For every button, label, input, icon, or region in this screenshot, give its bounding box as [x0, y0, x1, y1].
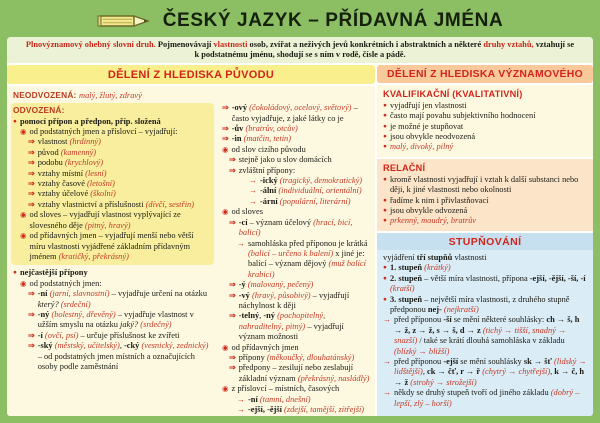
- double-arrow-icon: ⇒: [229, 311, 236, 321]
- line-text: Plnovýznamový ohebný slovní druh. Pojmenovávají vlastnosti osob, zvířat a neživých jevů konkrétních i abstraktních a některé druhy vztahů, vztahují se k podstatnému jménu, shodují se s ním v rodě, čísle a pádě.: [25, 40, 575, 60]
- line-text: -í (ovčí, psí) – určuje příslušnost ke zvířeti: [37, 330, 180, 340]
- origin-inner-columns: [13, 103, 370, 415]
- meaning-header: DĚLENÍ Z HLEDISKA VÝZNAMOVÉHO: [377, 65, 593, 83]
- content-sheet: [7, 37, 593, 416]
- circle-bullet-icon: ◉: [222, 144, 229, 154]
- text-line: [383, 142, 587, 152]
- origin-header: DĚLENÍ Z HLEDISKA PŮVODU: [7, 65, 375, 84]
- text-line: [28, 189, 211, 199]
- text-line: [237, 239, 370, 281]
- relacni-title: RELAČNÍ: [383, 162, 426, 173]
- line-text: od sloves: [231, 207, 263, 217]
- double-arrow-icon: ⇒: [28, 158, 35, 168]
- neodvozena-row: [13, 90, 370, 101]
- line-text: -telný, -ný (pochopitelný, nahraditelný, pitný) – vyjadřují význam možnosti: [238, 311, 344, 342]
- line-text: nejčastější přípony: [19, 268, 88, 278]
- text-line: [28, 341, 214, 372]
- bullet-icon: ●: [383, 217, 387, 225]
- line-text: -cí – význam účelový (hrací, bicí, balicí): [238, 217, 353, 238]
- text-line: [28, 200, 211, 210]
- bullet-icon: ●: [383, 207, 387, 215]
- text-line: [229, 353, 370, 363]
- arrow-icon: →: [237, 394, 245, 404]
- bullet-icon: ●: [383, 274, 387, 282]
- line-text: řadíme k nim i přivlastňovací: [389, 195, 489, 205]
- text-line: [20, 231, 211, 262]
- line-text: zvláštní přípony:: [238, 165, 296, 175]
- line-text: malý, divoký, pilný: [389, 142, 454, 152]
- text-line: [383, 263, 587, 273]
- line-text: od slov cizího původu: [231, 144, 306, 154]
- text-line: [383, 196, 587, 206]
- circle-bullet-icon: ◉: [222, 342, 229, 352]
- line-text: -ní (tamní, dnešní): [248, 394, 311, 404]
- text-line: [249, 176, 370, 186]
- bullet-icon: ●: [383, 175, 387, 183]
- arrow-icon: →: [383, 356, 391, 366]
- line-text: jsou obvykle neodvozená: [389, 132, 476, 142]
- line-text: stejně jako u slov domácích: [238, 155, 332, 165]
- line-text: přípony (měkoučký, dlouhatánský): [238, 352, 355, 362]
- line-text: vztahy účelové (školní): [37, 189, 116, 199]
- text-line: [13, 105, 211, 116]
- arrow-icon: →: [249, 186, 257, 196]
- text-line: [383, 357, 587, 388]
- arrow-icon: →: [249, 176, 257, 186]
- line-text: -ální (individuální, orientální): [260, 186, 362, 196]
- double-arrow-icon: ⇒: [222, 134, 229, 144]
- line-text: od podstatných jmen:: [29, 278, 102, 288]
- text-line: [222, 384, 370, 394]
- main-columns: [7, 65, 593, 416]
- origin-col-a: [13, 103, 214, 415]
- line-text: pomocí přípon a předpon, příp. složená: [19, 116, 161, 126]
- bullet-icon: ●: [383, 112, 387, 120]
- line-text: -ární (populární, literární): [260, 196, 351, 206]
- line-text: často mají povahu subjektivního hodnocení: [389, 111, 536, 121]
- panel-origin: [7, 65, 375, 416]
- origin-col-b: [214, 103, 370, 415]
- double-arrow-icon: ⇒: [229, 290, 236, 300]
- bullet-icon: ●: [383, 196, 387, 204]
- kvalifikacni-title: KVALIFIKAČNÍ (KVALITATIVNÍ): [383, 88, 523, 99]
- page-header: [7, 5, 593, 37]
- section-relacni: [377, 159, 593, 231]
- line-text: -ův (bratrův, otcův): [231, 124, 298, 134]
- section-stupnovani: [377, 233, 593, 416]
- text-line: [28, 331, 214, 341]
- line-text: vyjádření tří stupňů vlastnosti: [383, 252, 487, 262]
- text-line: [28, 289, 214, 310]
- intro-text: [7, 37, 593, 63]
- bullet-icon: ●: [383, 133, 387, 141]
- text-line: [222, 145, 370, 155]
- line-text: někdy se druhý stupeň tvoří od jiného základu (dobrý – lepší, zlý – horší): [394, 388, 580, 408]
- bullet-icon: ●: [383, 295, 387, 303]
- circle-bullet-icon: ◉: [20, 278, 27, 288]
- line-text: NEODVOZENÁ: malý, žlutý, zdravý: [13, 89, 142, 100]
- text-line: [28, 148, 211, 158]
- line-text: vztahy časové (letošní): [37, 179, 115, 189]
- text-line: [383, 175, 587, 196]
- text-line: [20, 210, 211, 231]
- circle-bullet-icon: ◉: [20, 210, 27, 220]
- bullet-icon: ●: [383, 143, 387, 151]
- arrow-icon: →: [383, 388, 391, 398]
- line-text: kromě vlastnosti vyjadřují i vztah k další substanci nebo ději, k jiné vlastnosti nebo okolnosti: [389, 174, 579, 195]
- line-text: ODVOZENÁ:: [13, 105, 65, 116]
- line-text: od přídavných jmen: [231, 342, 299, 352]
- bullet-icon: ●: [13, 269, 17, 277]
- line-text: před příponou -ejší se mění souhlásky sk → šť (lidský → lidštější), ck → čť, r → ř (chytrý → chytřejší), k → č, h → ž (strohý → strožejší): [394, 356, 587, 387]
- double-arrow-icon: ⇒: [229, 363, 236, 373]
- arrow-icon: →: [383, 315, 391, 325]
- bullet-icon: ●: [383, 101, 387, 109]
- line-text: -ný (bolestný, dřevěný) – vyjadřuje vlastnost v užším smyslu na otázku jaký? (srdečný): [37, 309, 194, 330]
- double-arrow-icon: ⇒: [229, 352, 236, 362]
- double-arrow-icon: ⇒: [28, 189, 35, 199]
- line-text: -ový (čokoládový, ocelový, světový) – často vyjadřuje, z jaké látky co je: [231, 103, 358, 123]
- text-line: [229, 363, 370, 384]
- circle-bullet-icon: ◉: [222, 384, 229, 394]
- text-line: [13, 117, 211, 127]
- line-text: předpony – zesilují nebo zeslabují základní význam (překrásný, nasládlý): [238, 363, 370, 383]
- page-title: ČESKÝ JAZYK – PŘÍDAVNÁ JMÉNA: [162, 10, 504, 31]
- stupnovani-lines: [377, 253, 593, 411]
- double-arrow-icon: ⇒: [28, 147, 35, 157]
- double-arrow-icon: ⇒: [229, 280, 236, 290]
- text-line: [229, 291, 370, 312]
- double-arrow-icon: ⇒: [222, 103, 229, 113]
- text-line: [383, 216, 587, 226]
- text-line: [222, 134, 370, 144]
- text-line: [383, 274, 587, 295]
- panel-meaning: [377, 65, 593, 416]
- section-kvalifikacni: [377, 85, 593, 157]
- line-text: -ský (městský, učitelský), -cký (vesnický, zednický) – od podstatných jmen místních a označujících osoby podle zaměstnání: [37, 341, 209, 371]
- line-text: před příponou -ší se mění některé souhlásky: ch → š, h → ž, z → ž, s → š, d → z (tichý → tišší, snadný → snazší) / také se krátí dlouhá samohláska v základu (blízký → bližší): [394, 315, 580, 356]
- text-line: [383, 122, 587, 132]
- double-arrow-icon: ⇒: [28, 168, 35, 178]
- kvalifikacni-lines: [383, 101, 587, 153]
- double-arrow-icon: ⇒: [28, 309, 35, 319]
- stupnovani-title: STUPŇOVÁNÍ: [377, 233, 593, 250]
- double-arrow-icon: ⇒: [28, 179, 35, 189]
- text-line: [229, 280, 370, 290]
- double-arrow-icon: ⇒: [28, 137, 35, 147]
- line-text: vztahy vlastnictví a příslušnosti (dívčí, sestřin): [37, 199, 195, 209]
- line-text: -in (matčin, tetin): [231, 134, 292, 144]
- line-text: 1. stupeň (krátký): [389, 263, 451, 273]
- text-line: [28, 158, 211, 168]
- line-text: od sloves – vyjadřují vlastnost vyplývající ze slovesného děje (pitný, hravý): [29, 210, 181, 230]
- text-line: [28, 179, 211, 189]
- arrow-icon: →: [237, 405, 245, 414]
- text-line: [222, 343, 370, 353]
- text-line: [13, 268, 214, 278]
- text-line: [383, 111, 587, 121]
- bullet-icon: ●: [383, 264, 387, 272]
- double-arrow-icon: ⇒: [28, 330, 35, 340]
- text-line: [229, 311, 370, 342]
- text-line: [249, 186, 370, 196]
- double-arrow-icon: ⇒: [222, 124, 229, 134]
- text-line: [383, 295, 587, 316]
- line-text: je možné je stupňovat: [389, 121, 464, 131]
- suffixes-block: [13, 265, 214, 372]
- line-text: -ejší, -ější (zdejší, tamější, zítřejší): [248, 405, 365, 414]
- text-line: [229, 155, 370, 165]
- text-line: [383, 206, 587, 216]
- double-arrow-icon: ⇒: [28, 341, 35, 351]
- line-text: -ní (jarní, slavnostní) – vyjadřuje určení na otázku který? (srdeční): [37, 289, 208, 309]
- arrow-icon: →: [237, 238, 245, 248]
- bullet-icon: ●: [383, 122, 387, 130]
- line-text: z příslovcí – místních, časových: [231, 384, 340, 394]
- circle-bullet-icon: ◉: [20, 231, 27, 241]
- pencil-icon: [97, 11, 151, 31]
- text-line: [237, 395, 370, 405]
- line-text: -ický (tragický, demokratický): [260, 176, 363, 186]
- text-line: [383, 315, 587, 357]
- line-text: jsou obvykle odvozená: [389, 206, 468, 216]
- bullet-icon: ●: [13, 117, 17, 125]
- line-text: od přídavných jmen – vyjadřují menší nebo větší míru vlastnosti vyjádřené základním přídavným jménem (kratičký, překrásný): [29, 231, 194, 261]
- line-text: 2. stupeň – větší míra vlastnosti, přípona -ejší, -ější, -ší, -í (kratší): [389, 273, 586, 294]
- text-line: [222, 124, 370, 134]
- relacni-lines: [383, 175, 587, 227]
- text-line: [229, 218, 370, 239]
- line-text: od podstatných jmen a příslovcí – vyjadřují:: [29, 127, 178, 137]
- text-line: [383, 388, 587, 409]
- text-line: [23, 40, 577, 61]
- double-arrow-icon: ⇒: [229, 165, 236, 175]
- line-text: původ (kamenný): [37, 147, 97, 157]
- text-line: [222, 103, 370, 124]
- origin-body: [7, 86, 375, 416]
- circle-bullet-icon: ◉: [222, 207, 229, 217]
- text-line: [20, 127, 211, 137]
- line-text: 3. stupeň – největší míra vlastnosti, z druhého stupně předponou nej- (nejkratší): [389, 294, 570, 314]
- text-line: [13, 90, 370, 101]
- line-text: vlastnost (hrdinný): [37, 137, 101, 147]
- text-line: [383, 101, 587, 111]
- double-arrow-icon: ⇒: [28, 199, 35, 209]
- line-text: vztahy místní (lesní): [37, 168, 107, 178]
- text-line: [222, 207, 370, 217]
- circle-bullet-icon: ◉: [20, 127, 27, 137]
- line-text: -ý (malovaný, pečený): [238, 280, 314, 290]
- odvozena-block: [11, 103, 214, 265]
- text-line: [28, 169, 211, 179]
- text-line: [28, 137, 211, 147]
- text-line: [237, 405, 370, 415]
- double-arrow-icon: ⇒: [229, 217, 236, 227]
- text-line: [28, 310, 214, 331]
- line-text: -vý (hravý, působivý) – vyjadřují náchylnost k ději: [238, 290, 350, 310]
- text-line: [383, 132, 587, 142]
- text-line: [249, 197, 370, 207]
- line-text: vyjadřují jen vlastnosti: [389, 100, 467, 110]
- arrow-icon: →: [249, 196, 257, 206]
- text-line: [383, 253, 587, 263]
- line-text: prkenný, moudrý, bratrův: [389, 216, 476, 226]
- text-line: [20, 279, 214, 289]
- double-arrow-icon: ⇒: [28, 289, 35, 299]
- double-arrow-icon: ⇒: [229, 155, 236, 165]
- line-text: samohláska před příponou je krátká (balicí – určeno k balení) x jiné je: balící – význam dějový (muž balící krabici): [248, 238, 368, 279]
- line-text: podobu (krychlový): [37, 158, 104, 168]
- text-line: [229, 166, 370, 176]
